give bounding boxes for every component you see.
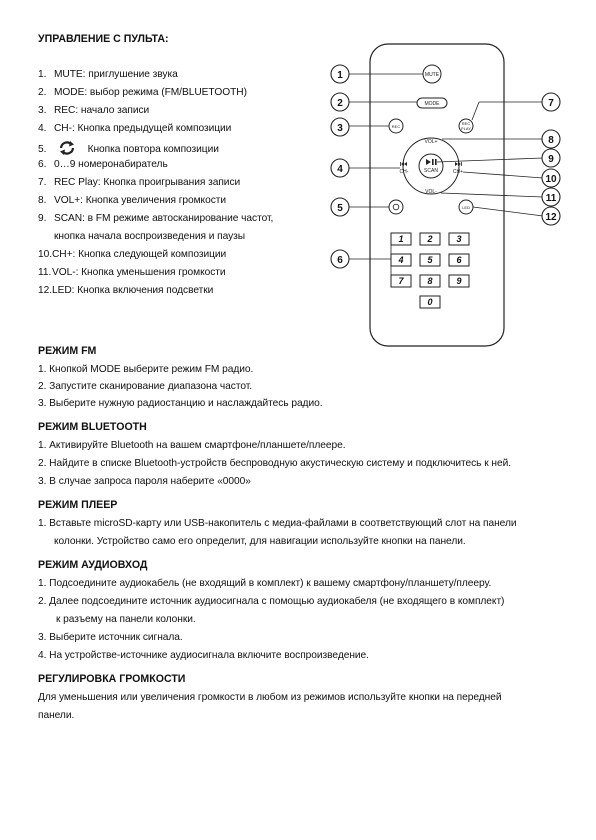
remote-control-diagram xyxy=(0,0,596,360)
page-title: УПРАВЛЕНИЕ С ПУЛЬТА: xyxy=(38,33,169,45)
list-item: 7. REC Play: Кнопка проигрывания записи xyxy=(38,177,241,188)
svg-text:8: 8 xyxy=(548,135,554,146)
svg-text:10: 10 xyxy=(545,174,557,185)
list-item: 5. Кнопка повтора композиции xyxy=(38,141,219,156)
list-item: кнопка начала воспроизведения и паузы xyxy=(54,231,246,242)
svg-text:4: 4 xyxy=(337,164,343,175)
section-heading-volume: РЕГУЛИРОВКА ГРОМКОСТИ xyxy=(38,673,186,685)
vol-plus-label: VOL+ xyxy=(424,139,438,145)
paragraph-line: Для уменьшения или увеличения громкости в любом из режимов используйте кнопки на передней xyxy=(38,692,502,703)
svg-text:12: 12 xyxy=(545,212,557,223)
rec-play-label-2: PLAY xyxy=(461,126,471,131)
list-item: 2. MODE: выбор режима (FM/BLUETOOTH) xyxy=(38,87,247,98)
svg-text:5: 5 xyxy=(337,203,343,214)
list-item: 4. CH-: Кнопка предыдущей композиции xyxy=(38,123,232,134)
section-heading-player: РЕЖИМ ПЛЕЕР xyxy=(38,499,118,511)
svg-text:3: 3 xyxy=(456,234,462,244)
svg-text:2: 2 xyxy=(427,234,433,244)
list-item: 12.LED: Кнопка включения подсветки xyxy=(38,285,214,296)
mute-label: MUTE xyxy=(424,72,440,78)
svg-text:1: 1 xyxy=(337,70,343,81)
pause-icon xyxy=(432,159,434,165)
list-item: 11.VOL-: Кнопка уменьшения громкости xyxy=(38,267,226,278)
rec-label: REC xyxy=(391,124,401,129)
svg-text:11: 11 xyxy=(545,193,557,204)
svg-text:6: 6 xyxy=(456,255,462,265)
section-heading-bluetooth: РЕЖИМ BLUETOOTH xyxy=(38,421,147,433)
list-item: к разъему на панели колонки. xyxy=(56,614,196,625)
list-item: 3. Выберите источник сигнала. xyxy=(38,632,183,643)
svg-text:7: 7 xyxy=(548,98,554,109)
list-item: 2. Найдите в списке Bluetooth-устройств беспроводную акустическую систему и подключитесь к ней. xyxy=(38,458,511,469)
vol-minus-label: VOL- xyxy=(425,189,437,195)
list-item: 2. Запустите сканирование диапазона частот. xyxy=(38,381,252,392)
ch-minus-label: CH- xyxy=(399,169,409,175)
list-item: 9. SCAN: в FM режиме автосканирование частот, xyxy=(38,213,274,224)
scan-label: SCAN xyxy=(424,168,438,174)
list-item: 10.CH+: Кнопка следующей композиции xyxy=(38,249,227,260)
list-item: 6. 0…9 номеронабиратель xyxy=(38,159,168,170)
svg-text:9: 9 xyxy=(548,154,554,165)
scan-play-pause-button xyxy=(419,154,443,178)
repeat-button xyxy=(389,200,403,214)
list-item: 1. Кнопкой MODE выберите режим FM радио. xyxy=(38,364,254,375)
paragraph-line: панели. xyxy=(38,710,75,721)
list-item: 1. Подсоедините аудиокабель (не входящий в комплект) к вашему смартфону/планшету/плееру. xyxy=(38,578,492,589)
svg-text:5: 5 xyxy=(427,255,433,265)
mode-label: MODE xyxy=(424,101,440,107)
led-label: LED xyxy=(462,205,470,210)
svg-text:9: 9 xyxy=(456,276,462,286)
svg-text:3: 3 xyxy=(337,123,343,134)
section-heading-fm: РЕЖИМ FM xyxy=(38,345,97,357)
svg-text:6: 6 xyxy=(337,255,343,266)
list-item: 1. MUTE: приглушение звука xyxy=(38,69,178,80)
list-item: 8. VOL+: Кнопка увеличения громкости xyxy=(38,195,226,206)
list-item: 1. Вставьте microSD-карту или USB-накопитель с медиа-файлами в соответствующий слот на панели xyxy=(38,518,517,529)
section-heading-audio-in: РЕЖИМ АУДИОВХОД xyxy=(38,559,148,571)
svg-text:0: 0 xyxy=(427,297,433,307)
list-item: колонки. Устройство само его определит, для навигации используйте кнопки на панели. xyxy=(54,536,466,547)
list-item: 3. В случае запроса пароля наберите «0000» xyxy=(38,476,251,487)
svg-text:4: 4 xyxy=(398,255,404,265)
list-item: 3. REC: начало записи xyxy=(38,105,150,116)
svg-text:8: 8 xyxy=(427,276,433,286)
rec-play-label-1: REC xyxy=(461,121,471,126)
svg-text:2: 2 xyxy=(337,98,343,109)
list-item: 2. Далее подсоедините источник аудиосигнала с помощью аудиокабеля (не входящего в комплект) xyxy=(38,596,505,607)
svg-text:1: 1 xyxy=(398,234,404,244)
list-item: 4. На устройстве-источнике аудиосигнала включите воспроизведение. xyxy=(38,650,369,661)
list-item: 1. Активируйте Bluetooth на вашем смартфоне/планшете/плеере. xyxy=(38,440,346,451)
list-item: 3. Выберите нужную радиостанцию и наслаждайтесь радио. xyxy=(38,398,323,409)
ch-plus-label: CH+ xyxy=(452,169,464,175)
svg-text:7: 7 xyxy=(398,276,404,286)
